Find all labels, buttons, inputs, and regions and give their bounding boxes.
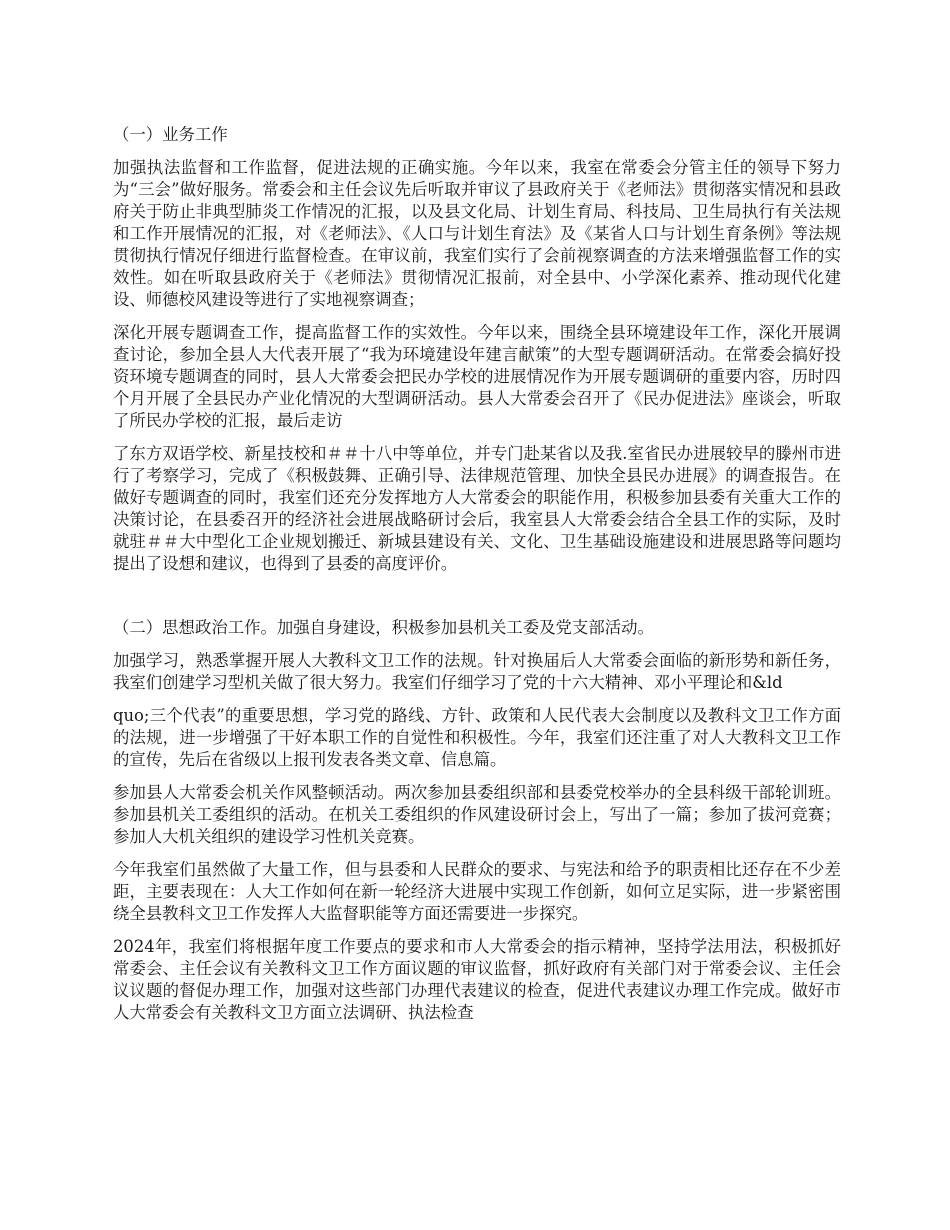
section-heading-political-work: （二）思想政治工作。加强自身建设，积极参加县机关工委及党支部活动。 [113, 618, 654, 637]
paragraph-shortcomings: 今年我室们虽然做了大量工作，但与县委和人民群众的要求、与宪法和给予的职责相比还存在不少差距，主要表现在：人大工作如何在新一轮经济大进展中实现工作创新，如何立足实际，进一步紧密围绕全县教科文卫工作发挥人大监督职能等方面还需要进一步探究。 [113, 860, 841, 923]
section-spacer [113, 586, 841, 617]
paragraph-next-year-plan: 2024年，我室们将根据年度工作要点的要求和市人大常委会的指示精神，坚持学法用法，积极抓好常委会、主任会议有关教科文卫工作方面议题的审议监督，抓好政府有关部门对于常委会议、主任会议议题的督促办理工作，加强对这些部门办理代表建议的检查，促进代表建议办理工作完成。做好市人大常委会有关教科文卫方面立法调研、执法检查 [113, 937, 841, 1022]
section-heading-business-work: （一）业务工作 [113, 125, 228, 144]
paragraph-rectification: 参加县人大常委会机关作风整顿活动。两次参加县委组织部和县委党校举办的全县科级干部轮训班。参加县机关工委组织的活动。在机关工委组织的作风建设研讨会上，写出了一篇；参加了拔河竞赛；参加人大机关组织的建设学习性机关竞赛。 [113, 783, 841, 846]
paragraph-survey-continued: 了东方双语学校、新星技校和＃＃十八中等单位，并专门赴某省以及我.室省民办进展较早的滕州市进行了考察学习，完成了《积极鼓舞、正确引导、法律规范管理、加快全县民办进展》的调查报告。在做好专题调查的同时，我室们还充分发挥地方人大常委会的职能作用，积极参加县委有关重大工作的决策讨论，在县委召开的经济社会进展战略研讨会后，我室县人大常委会结合全县工作的实际，及时就驻＃＃大中型化工企业规划搬迁、新城县建设有关、文化、卫生基础设施建设和进展思路等问题均提出了设想和建议，也得到了县委的高度评价。 [113, 444, 841, 573]
paragraph-special-survey: 深化开展专题调查工作，提高监督工作的实效性。今年以来，围绕全县环境建设年工作，深化开展调查讨论，参加全县人大代表开展了“我为环境建设年建言献策”的大型专题调研活动。在常委会搞好投资环境专题调查的同时，县人大常委会把民办学校的进展情况作为开展专题调研的重要内容，历时四个月开展了全县民办产业化情况的大型调研活动。县人大常委会召开了《民办促进法》座谈会，听取了所民办学校的汇报，最后走访 [113, 323, 841, 430]
paragraph-study-continued: quo;三个代表”的重要思想，学习党的路线、方针、政策和人民代表大会制度以及教科文卫工作方面的法规，进一步增强了干好本职工作的自觉性和积极性。今年，我室们还注重了对人大教科文卫工作的宣传，先后在省级以上报刊发表各类文章、信息篇。 [113, 706, 841, 769]
paragraph-study: 加强学习，熟悉掌握开展人大教科文卫工作的法规。针对换届后人大常委会面临的新形势和新任务，我室们创建学习型机关做了很大努力。我室们仔细学习了党的十六大精神、邓小平理论和&ld [113, 651, 841, 692]
document-body [113, 124, 841, 1035]
paragraph-supervision: 加强执法监督和工作监督，促进法规的正确实施。今年以来，我室在常委会分管主任的领导下努力为“三会”做好服务。常委会和主任会议先后听取并审议了县政府关于《老师法》贯彻落实情况和县政府关于防止非典型肺炎工作情况的汇报，以及县文化局、计划生育局、科技局、卫生局执行有关法规和工作开展情况的汇报，对《老师法》、《人口与计划生育法》及《某省人口与计划生育条例》等法规贯彻执行情况仔细进行监督检查。在审议前，我室们实行了会前视察调查的方法来增强监督工作的实效性。如在听取县政府关于《老师法》贯彻情况汇报前，对全县中、小学深化素养、推动现代化建设、师德校风建设等进行了实地视察调查； [113, 158, 841, 309]
